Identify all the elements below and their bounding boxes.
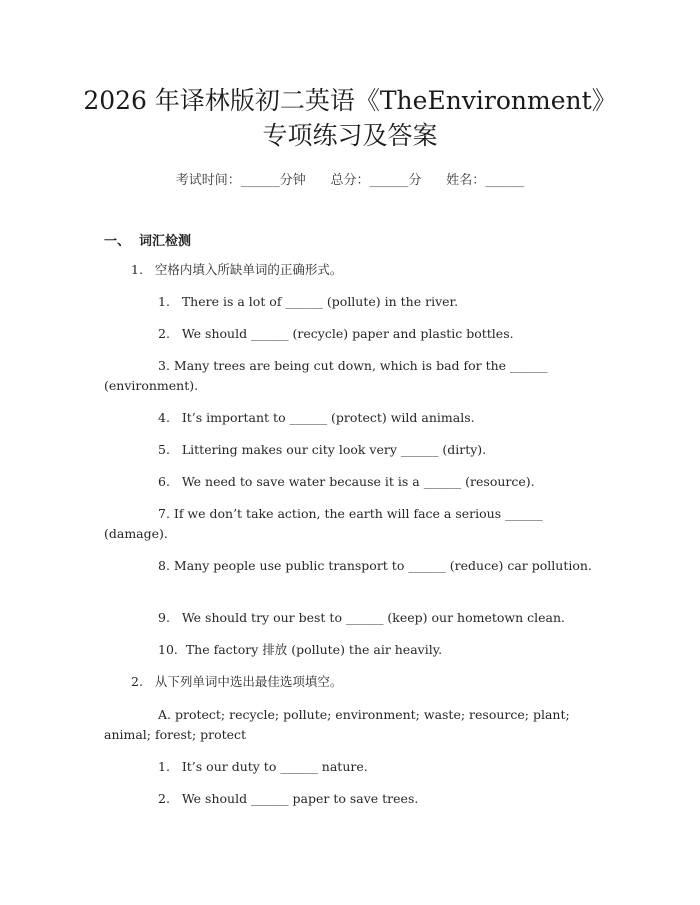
- document-title-line2: 专项练习及答案: [262, 121, 438, 150]
- question-item: 6. We need to save water because it is a ______ (resource).: [158, 474, 535, 489]
- part1-heading: 1. 空格内填入所缺单词的正确形式。: [131, 262, 343, 277]
- section-heading: 一、 词汇检测: [104, 234, 192, 249]
- question-item: 1. There is a lot of ______ (pollute) in the river.: [158, 294, 459, 309]
- question-item: 10. The factory 排放 (pollute) the air heavily.: [158, 642, 443, 657]
- document-title-line1: 2026 年译林版初二英语《TheEnvironment》: [83, 86, 617, 115]
- word-options: A. protect; recycle; pollute; environment; waste; resource; plant; animal; forest; protect: [104, 707, 570, 742]
- question-item: 3. Many trees are being cut down, which is bad for the ______ (environment).: [104, 358, 548, 393]
- question-item: 5. Littering makes our city look very ______ (dirty).: [158, 442, 487, 457]
- exam-info: 考试时间：______分钟 总分：______分 姓名：______: [175, 173, 525, 188]
- question-item: 2. We should ______ (recycle) paper and plastic bottles.: [158, 326, 514, 341]
- question-item: 7. If we don’t take action, the earth will face a serious ______ (damage).: [104, 506, 543, 541]
- question-item: 2. We should ______ paper to save trees.: [158, 791, 419, 806]
- question-item: 1. It’s our duty to ______ nature.: [158, 759, 368, 774]
- part2-heading: 2. 从下列单词中选出最佳选项填空。: [131, 674, 343, 689]
- question-item: 9. We should try our best to ______ (keep) our hometown clean.: [158, 610, 566, 625]
- question-item: 4. It’s important to ______ (protect) wild animals.: [158, 410, 475, 425]
- question-item: 8. Many people use public transport to ______ (reduce) car pollution.: [158, 558, 592, 573]
